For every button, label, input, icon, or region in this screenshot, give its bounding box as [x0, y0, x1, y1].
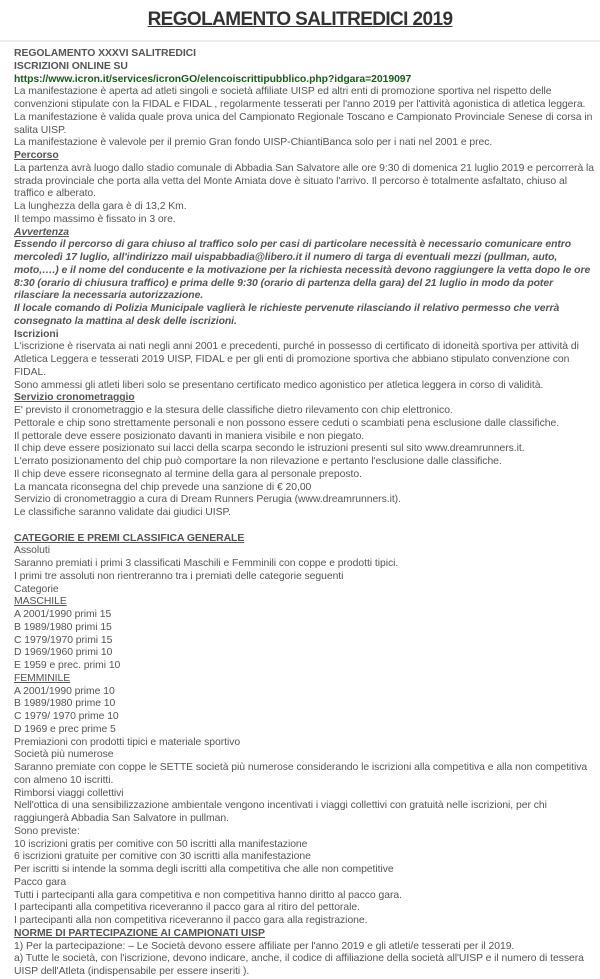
percorso-section [14, 150, 596, 227]
intro-heading: REGOLAMENTO XXXVI SALITREDICI [14, 48, 196, 59]
assoluti-paragraph: Saranno premiati i primi 3 classificati Maschili e Femminili con coppe e prodotti tipici. [14, 558, 399, 569]
rimborsi-paragraph: Nell'ottica di una sensibilizzazione ambientale vengono incentivati i viaggi collettivi con gratuità nelle iscrizioni, per chi raggiungerà Abbadia San Salvatore in pullman. [14, 800, 547, 824]
percorso-paragraph: La lunghezza della gara è di 13,2 Km. [14, 201, 187, 212]
rimborsi-label: Rimborsi viaggi collettivi [14, 787, 124, 799]
maschile-category: E 1959 e prec. primi 10 [14, 660, 121, 671]
section-heading-avvertenza: Avvertenza [14, 226, 69, 238]
intro-paragraph: La manifestazione è valida quale prova unica del Campionato Regionale Toscano e Campionato Provinciale Senese di corsa in salita UISP. [14, 111, 593, 136]
pacco-gara-line: I partecipanti alla non competitiva riceveranno il pacco gara alla registrazione. [14, 915, 368, 926]
intro-section [14, 48, 596, 150]
norme-paragraph: a) Tutte le società, con l'iscrizione, devono indicare, anche, il codice di affiliazione della società all'UISP e il numero di tessera UISP dell'Atleta (indispensabile per essere inseriti ). [14, 953, 584, 977]
societa-label: Società più numerose [14, 749, 114, 761]
document-body [14, 48, 596, 979]
pacco-gara-label: Pacco gara [14, 876, 67, 888]
cronometraggio-line: Il chip deve essere posizionato sui lacci della scarpa secondo le istruzioni presenti sul sito www.dreamrunners.it. [14, 443, 525, 455]
maschile-category: B 1989/1980 primi 15 [14, 621, 112, 633]
percorso-paragraph: La partenza avrà luogo dallo stadio comunale di Abbadia San Salvatore alle ore 9:30 di domenica 21 luglio 2019 e percorrerà la strada provinciale che porta alla vetta del Monte Amiata dove è situato l'arrivo. Il percorso è totalmente asfaltato, chiuso al traffico e alberato. [14, 162, 595, 200]
section-heading-percorso: Percorso [14, 150, 59, 161]
femminile-category: A 2001/1990 prime 10 [14, 685, 115, 697]
intro-paragraph: La manifestazione è valevole per il premio Gran fondo UISP-ChiantiBanca solo per i nati nel 2001 e prec. [14, 137, 493, 149]
previste-line: 10 iscrizioni gratis per comitive con 50 iscritti alla manifestazione [14, 838, 308, 850]
cronometraggio-line: Pettorale e chip sono strettamente personali e non possono essere ceduti o scambiati pena esclusione dalle classifiche. [14, 417, 560, 429]
avvertenza-section [14, 227, 596, 329]
section-heading-norme: NORME DI PARTECIPAZIONE AI CAMPIONATI UISP [14, 927, 265, 939]
intro-paragraph: La manifestazione è aperta ad atleti singoli e società affiliate UISP ed altri enti di promozione sportiva nel rispetto delle convenzioni stipulate con la FIDAL e FIDAL , regolarmente tesserati per l'anno 2019 per l'attività agonistica di atletica leggera. [14, 86, 586, 110]
registration-link[interactable]: https://www.icron.it/services/icronGO/elencoiscrittipubblico.php?idgara=2019097 [14, 73, 412, 85]
femminile-category: C 1979/ 1970 prime 10 [14, 711, 119, 722]
assoluti-label: Assoluti [14, 545, 50, 557]
cronometraggio-line: L'errato posizionamento del chip può comportare la non rilevazione e pertanto l'esclusione dalle classifiche. [14, 456, 502, 467]
cronometraggio-line: E' previsto il cronometraggio e la stesura delle classifiche dietro rilevamento con chip elettronico. [14, 405, 453, 416]
femminile-category: B 1989/1980 prime 10 [14, 698, 116, 710]
cronometraggio-line: Le classifiche saranno validate dai giudici UISP. [14, 507, 231, 518]
avvertenza-paragraph: Il locale comando di Polizia Municipale vaglierà le richieste pervenute rilasciando il relativo permesso che verrà consegnato la mattina al desk delle iscrizioni. [14, 303, 560, 327]
maschile-category: C 1979/1970 primi 15 [14, 634, 113, 646]
percorso-paragraph: Il tempo massimo è fissato in 3 ore. [14, 213, 176, 225]
title-separator [0, 40, 600, 42]
femminile-category: D 1969 e prec prime 5 [14, 723, 116, 735]
premiazioni-line: Premiazioni con prodotti tipici e materiale sportivo [14, 736, 241, 748]
online-registration-heading: ISCRIZIONI ONLINE SU [14, 60, 128, 72]
cronometraggio-section [14, 392, 596, 520]
page-title: REGOLAMENTO SALITREDICI 2019 [147, 9, 453, 30]
maschile-category: D 1969/1960 primi 10 [14, 647, 113, 659]
cronometraggio-line: Il pettorale deve essere posizionato davanti in maniera visibile e non piegato. [14, 430, 365, 442]
norme-section [14, 928, 596, 979]
avvertenza-paragraph: Essendo il percorso di gara chiuso al traffico solo per casi di particolare necessità è necessario comunicare entro mercoledì 17 luglio, all'indirizzo mail uispabbadia@libero.it il numero di targa di eventuali mezzi (pullman, auto, moto,….) e il nome del conducente e la motivazione per la richiesta necessità devono raggiungere la vetta dopo le ore 8:30 (orario di chiusura traffico) e prima delle 9:30 (orario di partenza della gara) del 21 luglio in modo da poter rilasciare la necessaria autorizzazione. [14, 239, 591, 302]
section-heading-categorie: CATEGORIE E PREMI CLASSIFICA GENERALE [14, 532, 245, 544]
pacco-gara-line: Tutti i partecipanti alla gara competitiva e non competitiva hanno diritto al pacco gara. [14, 889, 402, 901]
cronometraggio-line: Servizio di cronometraggio a cura di Dream Runners Perugia (www.dreamrunners.it). [14, 494, 401, 506]
categorie-label: Categorie [14, 583, 59, 595]
categorie-section [14, 533, 596, 928]
assoluti-paragraph: I primi tre assoluti non rientreranno tra i premiati delle categorie seguenti [14, 570, 344, 582]
previste-line: Per iscritti si intende la somma degli iscritti alla competitiva che alle non competitive [14, 864, 394, 875]
previste-label: Sono previste: [14, 825, 80, 837]
cronometraggio-line: La mancata riconsegna del chip prevede una sanzione di € 20,00 [14, 481, 312, 493]
iscrizioni-paragraph: L'iscrizione è riservata ai nati negli anni 2001 e precedenti, purché in possesso di certificato di idoneità sportiva per attività di Atletica Leggera e tesserati 2019 UISP, FIDAL e per gli enti di promozione sportiva che abbiano stipulato convenzione con FIDAL. [14, 341, 579, 378]
norme-paragraph: 1) Per la partecipazione: – Le Società devono essere affiliate per l'anno 2019 e gli atleti/e tesserati per il 2019. [14, 940, 515, 952]
iscrizioni-paragraph: Sono ammessi gli atleti liberi solo se presentano certificato medico agonistico per atletica leggera in corso di validità. [14, 379, 544, 391]
maschile-category: A 2001/1990 primi 15 [14, 609, 112, 620]
femminile-heading: FEMMINILE [14, 672, 71, 684]
maschile-heading: MASCHILE [14, 596, 67, 608]
section-heading-cronometraggio: Servizio cronometraggio [14, 392, 135, 404]
section-heading-iscrizioni: Iscrizioni [14, 328, 59, 340]
iscrizioni-section [14, 329, 596, 393]
societa-paragraph: Saranno premiate con coppe le SETTE società più numerose considerando le iscrizioni alla competitiva e alla non competitiva con almeno 10 iscritti. [14, 762, 588, 786]
previste-line: 6 iscrizioni gratuite per comitive con 30 iscritti alla manifestazione [14, 851, 311, 863]
pacco-gara-line: I partecipanti alla competitiva riceveranno il pacco gara al ritiro del pettorale. [14, 902, 360, 914]
blank-line [14, 520, 596, 533]
cronometraggio-line: Il chip deve essere riconsegnato al termine della gara al personale preposto. [14, 468, 362, 480]
